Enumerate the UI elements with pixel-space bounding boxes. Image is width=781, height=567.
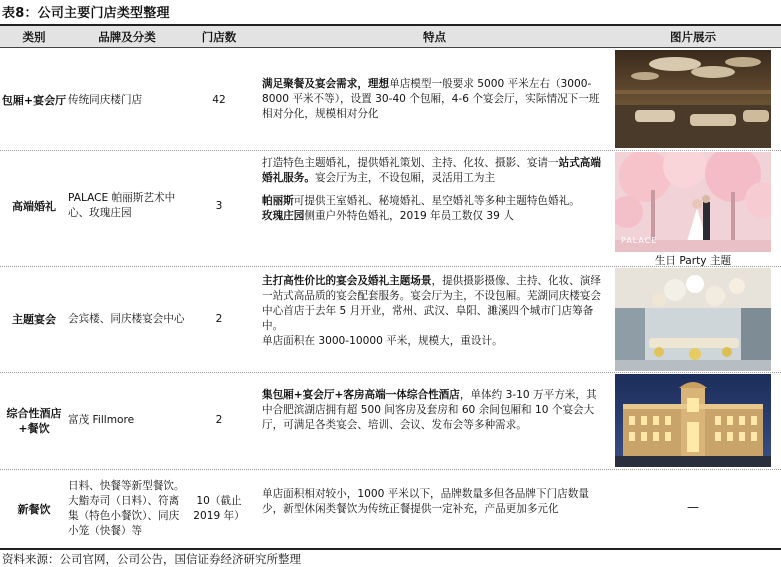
row4-brand: 富茂 Fillmore [68,414,135,426]
row5-features [262,487,607,517]
palace-logo: PALACE [621,236,658,245]
table-header [0,24,781,48]
wedding-photo [615,152,771,252]
header-category: 类别 [22,30,46,44]
banquet-hall-photo [615,50,771,148]
row3-feature-bold: 主打高性价比的宴会及婚礼主题场景 [262,275,432,287]
row2-brand: PALACE 帕丽斯艺术中心、玫瑰庄园 [68,192,176,219]
row5-feature-text: 单店面积相对较小，1000 平米以下，品牌数量多但各品牌下门店数量少，新型休闲类餐饮为传统正餐提供一定补充，产品更加多元化 [262,488,589,515]
row5-brand: 日料、快餐等新型餐饮。大鮨寿司（日料）、符离集（特色小餐饮）、同庆小笼（快餐）等 [68,480,185,537]
row2-stores: 3 [215,199,223,212]
row3-features [262,274,607,349]
row2-feature-bold: 站式高端婚礼服务。 [262,157,601,184]
row2-feature-pre: 打造特色主题婚礼，提供婚礼策划、主持、化妆、摄影、宴请一 [262,157,559,169]
row3-category: 主题宴会 [12,312,56,326]
row3-stores: 2 [215,312,223,325]
row1-feature-text: 单店模型一般要求 5000 平米左右（3000-8000 平米不等），设置 30-40 个包厢，4-6 个宴会厅，实际情况下一班相对分化，规模相对分化 [262,78,600,120]
header-stores: 门店数 [201,30,237,44]
row4-stores: 2 [215,414,223,426]
wedding-photo-caption: 生日 Party 主题 [654,255,732,267]
row1-stores: 42 [212,93,226,106]
table-bottom-rule [0,548,781,550]
row4-feature-bold: 集包厢+宴会厅+客房高端一体综合性酒店 [262,389,460,401]
row2-feature-text: 宴会厅为主，不设包厢，灵活用工为主 [314,172,496,184]
row5-stores: 10（截止 2019 年） [193,495,245,522]
row1-category: 包厢+宴会厅 [1,93,67,107]
header-brand: 品牌及分类 [98,30,156,44]
row1-feature-bold: 满足聚餐及宴会需求，理想 [262,78,390,90]
row2-palace-bold: 帕丽斯 [262,195,294,207]
row4-features [262,388,607,433]
row1-features [262,77,607,122]
row3-brand: 会宾楼、同庆楼宴会中心 [68,312,185,325]
row3-feature-text: ，提供摄影摄像、主持、化妆、演绎一站式高品质的宴会配套服务。宴会厅为主，不设包厢。芜湖同庆楼宴会中心首店于去年 5 月开业，常州、武汉、阜阳、濉溪四个城市门店筹备中。 [262,275,601,332]
source-note: 资料来源：公司官网，公司公告，国信证券经济研究所整理 [2,552,301,566]
row2-rose-bold: 玫瑰庄园 [262,210,305,222]
hotel-exterior-photo [615,374,771,467]
row5-category: 新餐饮 [17,502,51,516]
row2-category: 高端婚礼 [12,199,56,213]
row4-feature-text: ，单体约 3-10 万平方米，其中合肥滨湖店拥有超 500 间客房及套房和 60 余间包厢和 10 个宴会大厅，可满足各类宴会、培训、会议、发布会等多种需求。 [262,389,597,431]
row1-brand: 传统同庆楼门店 [68,93,143,106]
party-theme-photo [615,268,771,371]
row2-palace-text: 可提供王室婚礼、秘境婚礼、星空婚礼等多种主题特色婚礼。 [293,195,580,207]
row5-image-placeholder: — [687,500,699,514]
row3-feature-area: 单店面积在 3000-10000 平米，规模大，重设计。 [262,335,503,347]
row4-category: 综合性酒店+餐饮 [6,406,62,435]
header-features: 特点 [423,30,446,44]
row2-features [262,156,607,224]
row2-rose-text: 侧重户外特色婚礼，2019 年员工数仅 39 人 [304,210,514,222]
header-images: 图片展示 [670,30,716,44]
table-caption: 表8：公司主要门店类型整理 [2,6,170,21]
